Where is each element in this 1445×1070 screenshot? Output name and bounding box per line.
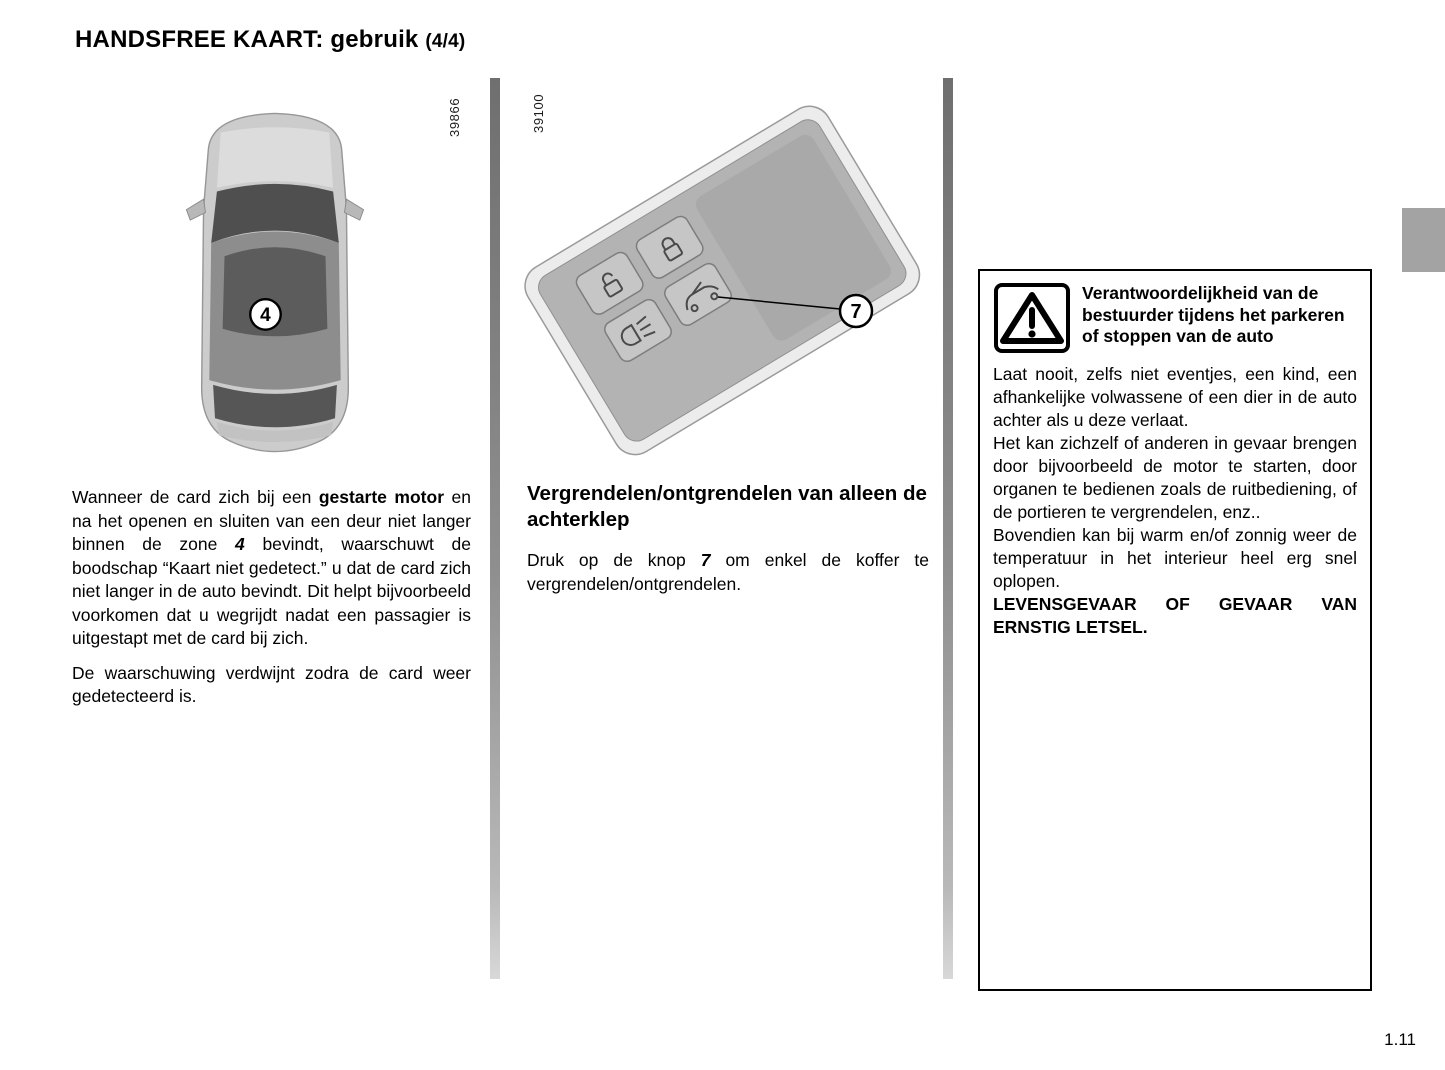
left-p1-seg1-bold: gestarte motor: [318, 487, 445, 507]
page-title: [75, 26, 465, 54]
warning-box: [978, 269, 1372, 991]
left-p1-zone-ref: 4: [235, 534, 245, 554]
zone-marker-4: [250, 299, 280, 329]
page-number: 1.11: [1384, 1030, 1416, 1049]
car-top-view-figure: [175, 95, 375, 470]
left-p1-seg0: Wanneer de card zich bij een: [72, 487, 319, 507]
left-paragraph-1: [72, 486, 471, 651]
page-title-suffix: (4/4): [425, 31, 466, 52]
left-p1-seg2: en na het openen en sluiten van een deur niet langer binnen de zone: [72, 487, 472, 554]
left-column-text: [72, 486, 471, 709]
mid-body-button-ref: 7: [700, 550, 711, 570]
warning-paragraph-1: Laat nooit, zelfs niet eventjes, een kind, een afhankelijke volwassene of een dier in de auto achter als u deze verlaat.: [993, 364, 1357, 430]
warning-paragraph-3: Bovendien kan bij warm en/of zonnig weer de temperatuur in het interieur heel erg snel oplopen.: [993, 525, 1357, 591]
middle-body: [527, 549, 929, 596]
car-illustration: [175, 95, 375, 470]
mid-body-seg2: om enkel de koffer te vergrendelen/ontgrendelen.: [527, 550, 930, 594]
button-marker-7-label: 7: [850, 301, 862, 323]
keycard-figure: [522, 85, 932, 475]
button-marker-7: [840, 295, 872, 327]
zone-marker-4-label: 4: [260, 305, 271, 327]
column-divider-right: [943, 78, 953, 979]
page-title-text: HANDSFREE KAART: gebruik: [75, 26, 419, 53]
figure-number-car: 39866: [447, 97, 462, 137]
left-p1-seg4: bevindt, waarschuwt de boodschap “Kaart niet gedetect.” u dat de card zich niet langer in de auto bevindt. Dit helpt bijvoorbeeld voorkomen dat u wegrijdt nadat een passagier is uitgestapt met de card bij zich.: [72, 534, 471, 648]
column-divider-left: [490, 78, 500, 979]
section-tab: [1402, 208, 1445, 272]
warning-title: Verantwoordelijkheid van de bestuurder tijdens het parkeren of stoppen van de auto: [1082, 283, 1345, 346]
warning-triangle-icon: [993, 282, 1071, 354]
warning-body: [993, 363, 1357, 639]
middle-heading: Vergrendelen/ontgrendelen van alleen de achterklep: [527, 482, 927, 531]
figure-number-keycard: 39100: [531, 93, 546, 133]
mid-body-seg0: Druk op de knop: [527, 550, 701, 570]
warning-header: [993, 282, 1357, 354]
keycard-illustration: [522, 85, 932, 475]
left-paragraph-2: De waarschuwing verdwijnt zodra de card weer gedetecteerd is.: [72, 662, 471, 706]
warning-danger-statement: LEVENSGEVAAR OF GEVAAR VAN ERNSTIG LETSEL.: [993, 594, 1357, 637]
warning-paragraph-2: Het kan zichzelf of anderen in gevaar brengen door bijvoorbeeld de motor te starten, door organen te bedienen zoals de ruitbediening, of de portieren te vergrendelen, enz..: [993, 433, 1357, 522]
